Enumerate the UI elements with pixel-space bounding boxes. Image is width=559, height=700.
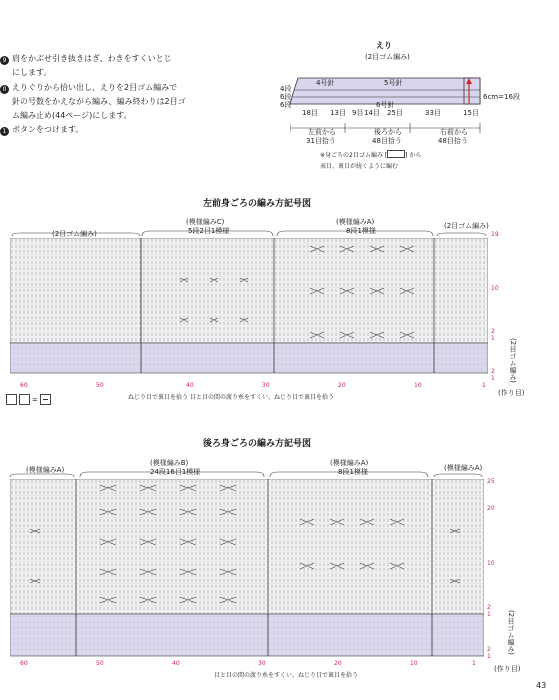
needle-5-label: 5号針 (384, 79, 403, 87)
step-bullet: 0 (0, 85, 9, 94)
chart1-rib-right-label: (2目ゴム編み) (444, 222, 489, 230)
chart1-note-mid: 目と目の間の渡り糸をすくい、ねじり目で裏目を拾う (190, 394, 335, 401)
chart1-row-1b: 1 (491, 375, 495, 382)
chart2-patA-right-label: (模様編みA) (444, 464, 483, 472)
chart2-col-1: 1 (472, 660, 476, 667)
chart1-patA-sub: 8段1模様 (346, 227, 376, 235)
chart1-col-50: 50 (96, 382, 104, 389)
chart1-title: 左前身ごろの編み方記号図 (203, 199, 312, 209)
chart1-patC-label: (模様編みC) (186, 218, 225, 226)
chart2-row-2b: 2 (487, 646, 491, 653)
chart1-start: (作り目) (498, 389, 525, 397)
step-bullet: 9 (0, 56, 9, 65)
step-bullet: 1 (0, 127, 9, 136)
measure-right-2: 48目拾う (438, 137, 468, 145)
chart2-title: 後ろ身ごろの編み方記号図 (203, 439, 312, 449)
measure-left-2: 31目拾う (306, 137, 336, 145)
chart1-rib-left-label: (2目ゴム編み) (52, 230, 97, 238)
chart1-col-20: 20 (338, 382, 346, 389)
chart1-braces (0, 230, 559, 238)
collar-note-1a: ※身ごろの2目ゴム編み [ (320, 152, 388, 159)
chart2-side-rib: (2目ゴム編み) (507, 610, 515, 655)
collar-note-1b: ] から (405, 152, 422, 159)
bottom-count-2: 13目 (330, 109, 346, 117)
chart1-col-40: 40 (186, 382, 194, 389)
chart2-grid (10, 479, 484, 659)
measure-left-1: 左前から (308, 128, 336, 136)
chart1-col-10: 10 (414, 382, 422, 389)
row-6a-label: 6段 (280, 93, 292, 101)
instruction-line-2 (0, 66, 270, 80)
chart2-col-50: 50 (96, 660, 104, 667)
chart2-start: (作り目) (494, 665, 521, 673)
chart2-col-40: 40 (172, 660, 180, 667)
chart2-patB-label: (模様編みB) (150, 459, 189, 467)
collar-shape (280, 60, 559, 120)
bottom-count-7: 15目 (463, 109, 479, 117)
chart2-col-30: 30 (258, 660, 266, 667)
chart1-grid (10, 238, 488, 380)
chart2-row-20: 20 (487, 505, 495, 512)
chart1-row-2a: 2 (491, 328, 495, 335)
chart2-braces (0, 471, 559, 479)
instruction-text: ボタンをつけます。 (12, 125, 84, 135)
collar-subtitle: (2目ゴム編み) (365, 53, 410, 61)
instructions (0, 52, 270, 138)
chart2-row-25: 25 (487, 478, 495, 485)
measure-mid-1: 後ろから (374, 128, 402, 136)
instruction-line-6 (0, 123, 270, 137)
chart1-patA-label: (模様編みA) (336, 218, 375, 226)
instruction-line-4 (0, 95, 270, 109)
instruction-text: ム編み止め(44ページ)にします。 (12, 111, 132, 121)
chart2-patB-sub: 24段16目1模様 (150, 468, 201, 476)
empty-cell-icon (6, 394, 17, 405)
bottom-count-3: 9目 (352, 109, 364, 117)
purl-symbol-icon (40, 394, 51, 405)
row-4-label: 4段 (280, 85, 292, 93)
collar-note-2: 表目、裏目が続くように編む (320, 163, 399, 170)
instruction-text: 針の号数をかえながら編み、編み終わりは2目ゴ (12, 96, 186, 106)
chart1-patC-sub: 5段2目1模様 (188, 227, 230, 235)
chart1-side-rib: (2目ゴム編み) (509, 338, 517, 383)
instruction-text: にします。 (12, 68, 52, 78)
collar-title: えり (376, 41, 392, 50)
instruction-text: えりぐりから拾い出し、えりを2目ゴム編みで (12, 82, 178, 92)
chart2-row-1b: 1 (487, 653, 491, 660)
chart1-col-60: 60 (20, 382, 28, 389)
instruction-line-1 (0, 52, 270, 66)
needle-4-label: 4号針 (316, 79, 335, 87)
bottom-count-6: 33目 (425, 109, 441, 117)
needle-6-label: 6号針 (376, 101, 395, 109)
chart2-col-10: 10 (410, 660, 418, 667)
bottom-count-1: 18目 (302, 109, 318, 117)
row-16-label: 6cm=16段 (483, 93, 520, 101)
legend-equals: = (32, 395, 38, 404)
empty-cell-icon (19, 394, 30, 405)
chart2-note-bottom: 目と目の間の渡り糸をすくい、ねじり目で裏目を拾う (214, 672, 359, 679)
chart1-row-1a: 1 (491, 335, 495, 342)
measure-right-1: 右前から (440, 128, 468, 136)
chart2-col-20: 20 (334, 660, 342, 667)
chart1-row-19: 19 (491, 231, 499, 238)
instruction-line-5 (0, 109, 270, 123)
collar-diagram (280, 40, 559, 180)
chart2-patA-sub: 8段1模様 (338, 468, 368, 476)
row-6b-label: 6段 (280, 101, 292, 109)
chart1-legend (6, 394, 51, 405)
chart1-note-left: ねじり目で裏目を拾う (128, 394, 189, 401)
chart1-row-10: 10 (491, 285, 499, 292)
instruction-line-3 (0, 81, 270, 95)
chart1-col-1: 1 (482, 382, 486, 389)
bottom-count-5: 25目 (387, 109, 403, 117)
bottom-count-4: 14目 (364, 109, 380, 117)
page-number: 43 (536, 681, 547, 690)
instruction-text: 肩をかぶせ引き抜きはぎ、わきをすくいとじ (12, 54, 172, 63)
rib-box-icon (387, 150, 405, 158)
chart2-row-1a: 1 (487, 611, 491, 618)
collar-note-1 (320, 150, 421, 159)
chart2-patA-label: (模様編みA) (330, 459, 369, 467)
chart2-patA-left-label: (模様編みA) (26, 466, 65, 474)
chart2-row-2a: 2 (487, 604, 491, 611)
chart2-col-60: 60 (20, 660, 28, 667)
chart1-row-2b: 2 (491, 368, 495, 375)
measure-mid-2: 48目拾う (372, 137, 402, 145)
chart1-col-30: 30 (262, 382, 270, 389)
chart2-row-10: 10 (487, 560, 495, 567)
